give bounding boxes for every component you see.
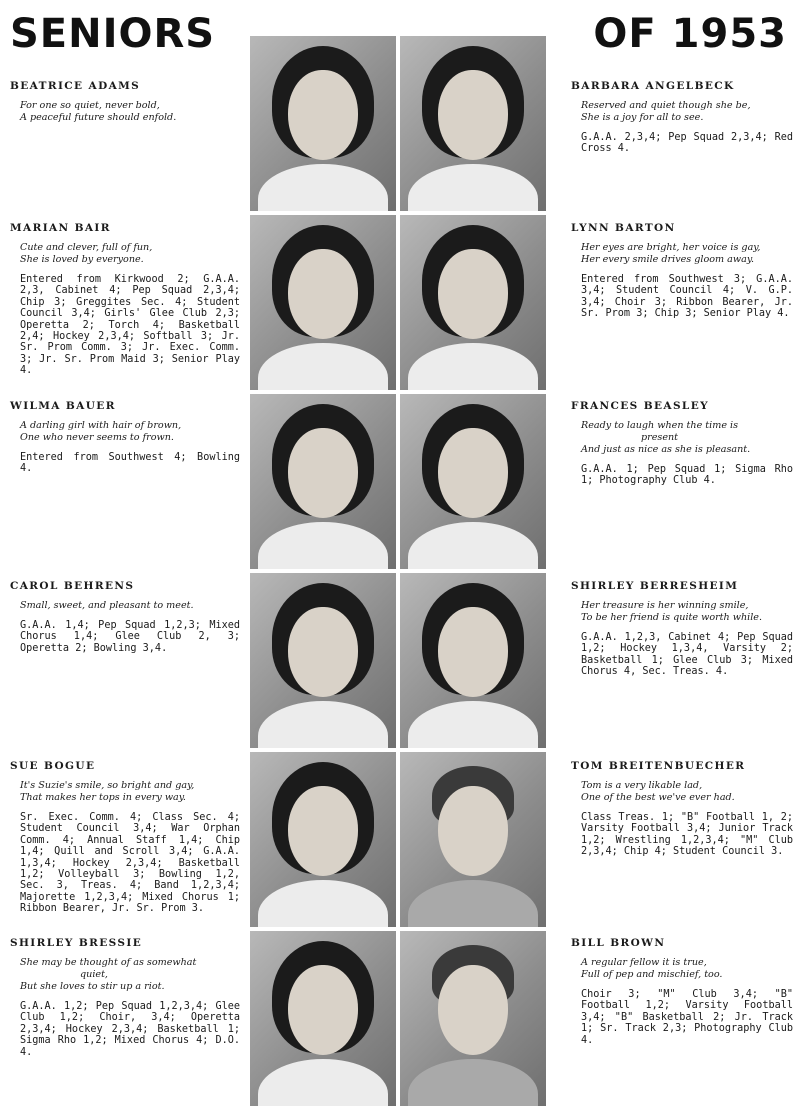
- verse-line: present: [641, 432, 679, 443]
- senior-verse: [20, 100, 240, 124]
- senior-activities: Entered from Southwest 4; Bowling 4.: [20, 452, 240, 475]
- senior-verse: [20, 600, 240, 612]
- verse-line: It's Suzie's smile, so bright and gay,: [20, 780, 195, 791]
- senior-entry: [10, 937, 240, 1058]
- senior-name: LYNN BARTON: [571, 222, 676, 234]
- verse-line: quiet,: [80, 969, 108, 980]
- verse-line: Her every smile drives gloom away.: [581, 254, 755, 265]
- verse-line: Tom is a very likable lad,: [581, 780, 703, 791]
- senior-verse: [581, 780, 793, 804]
- senior-verse: [581, 600, 793, 624]
- verse-line: A darling girl with hair of brown,: [20, 420, 182, 431]
- verse-line: Cute and clever, full of fun,: [20, 242, 153, 253]
- senior-name: TOM BREITENBUECHER: [571, 760, 746, 772]
- senior-entry: [571, 937, 793, 1046]
- senior-portrait: [400, 752, 546, 927]
- senior-verse: [20, 420, 240, 444]
- senior-activities: G.A.A. 1; Pep Squad 1; Sigma Rho 1; Photography Club 4.: [581, 464, 793, 487]
- senior-activities: G.A.A. 1,4; Pep Squad 1,2,3; Mixed Chorus 1,4; Glee Club 2, 3; Operetta 2; Bowling 3,4.: [20, 620, 240, 654]
- senior-portrait: [250, 394, 396, 569]
- senior-verse: [20, 780, 240, 804]
- senior-verse: [581, 100, 793, 124]
- senior-portrait: [400, 573, 546, 748]
- senior-activities: Choir 3; "M" Club 3,4; "B" Football 1,2; Varsity Football 3,4; "B" Basketball 2; Jr. Track 1; Sr. Track 2,3; Photography Club 4.: [581, 989, 793, 1046]
- senior-name: FRANCES BEASLEY: [571, 400, 710, 412]
- verse-line: To be her friend is quite worth while.: [581, 612, 763, 623]
- verse-line: One who never seems to frown.: [20, 432, 174, 443]
- verse-line: She may be thought of as somewhat: [20, 957, 197, 968]
- senior-entry: [10, 400, 240, 475]
- senior-activities: Entered from Kirkwood 2; G.A.A. 2,3, Cabinet 4; Pep Squad 2,3,4; Chip 3; Greggites Sec. 4; Student Council 3,4; Girls' Glee Club 2,3; Operetta 2; Torch 4; Basketball 2,4; Hockey 2,3,4; Softball 3; Jr. Sr. Prom Comm. 3; Jr. Exec. Comm. 3; Jr. Sr. Prom Maid 3; Senior Play 4.: [20, 274, 240, 377]
- senior-name: BARBARA ANGELBECK: [571, 80, 735, 92]
- senior-activities: Class Treas. 1; "B" Football 1, 2; Varsity Football 3,4; Junior Track 1,2; Wrestling 1,2,3,4; "M" Club 2,3,4; Chip 4; Student Council 3.: [581, 812, 793, 858]
- verse-line: A regular fellow it is true,: [581, 957, 707, 968]
- senior-entry: [571, 760, 793, 858]
- senior-name: MARIAN BAIR: [10, 222, 111, 234]
- senior-verse: [581, 420, 793, 456]
- senior-portrait: [250, 931, 396, 1106]
- senior-activities: G.A.A. 2,3,4; Pep Squad 2,3,4; Red Cross 4.: [581, 132, 793, 155]
- senior-name: SHIRLEY BRESSIE: [10, 937, 143, 949]
- verse-line: A peaceful future should enfold.: [20, 112, 177, 123]
- senior-activities: Entered from Southwest 3; G.A.A. 3,4; Student Council 4; V. G.P. 3,4; Choir 3; Ribbon Bearer, Jr. Sr. Prom 3; Chip 3; Senior Play 4.: [581, 274, 793, 320]
- verse-line: Her eyes are bright, her voice is gay,: [581, 242, 761, 253]
- senior-entry: [10, 760, 240, 915]
- senior-activities: G.A.A. 1,2; Pep Squad 1,2,3,4; Glee Club 1,2; Choir, 3,4; Operetta 2,3,4; Hockey 2,3,4; Basketball 1; Sigma Rho 1,2; Mixed Chorus 4; D.O. 4.: [20, 1001, 240, 1058]
- senior-activities: Sr. Exec. Comm. 4; Class Sec. 4; Student Council 3,4; War Orphan Comm. 4; Annual Staff 1,4; Chip 1,4; Quill and Scroll 3,4; G.A.A. 1,3,4; Hockey 2,3,4; Basketball 1,2; Volleyball 3; Bowling 1,2, Sec. 3, Treas. 4; Band 1,2,3,4; Majorette 1,2,3,4; Mixed Chorus 1; Ribbon Bearer, Jr. Sr. Prom 3.: [20, 812, 240, 915]
- senior-name: WILMA BAUER: [10, 400, 116, 412]
- verse-line: One of the best we've ever had.: [581, 792, 735, 803]
- senior-portrait: [400, 394, 546, 569]
- senior-portrait: [250, 215, 396, 390]
- verse-line: And just as nice as she is pleasant.: [581, 444, 751, 455]
- senior-name: CAROL BEHRENS: [10, 580, 135, 592]
- verse-line: But she loves to stir up a riot.: [20, 981, 165, 992]
- page-title-right: OF 1953: [593, 11, 787, 57]
- senior-verse: [581, 957, 793, 981]
- verse-line: Full of pep and mischief, too.: [581, 969, 723, 980]
- page-title-left: SENIORS: [10, 11, 216, 57]
- senior-entry: [10, 80, 240, 132]
- senior-portrait: [250, 573, 396, 748]
- verse-line: She is loved by everyone.: [20, 254, 144, 265]
- senior-entry: [571, 222, 793, 320]
- senior-name: SUE BOGUE: [10, 760, 96, 772]
- verse-line: Small, sweet, and pleasant to meet.: [20, 600, 194, 611]
- senior-entry: [571, 580, 793, 678]
- senior-verse: [20, 242, 240, 266]
- verse-line: For one so quiet, never bold,: [20, 100, 160, 111]
- senior-name: BILL BROWN: [571, 937, 666, 949]
- senior-portrait: [400, 36, 546, 211]
- senior-entry: [10, 580, 240, 654]
- senior-entry: [10, 222, 240, 377]
- senior-entry: [571, 80, 793, 155]
- senior-portrait: [400, 215, 546, 390]
- senior-entry: [571, 400, 793, 487]
- senior-verse: [20, 957, 240, 993]
- verse-line: That makes her tops in every way.: [20, 792, 186, 803]
- senior-name: BEATRICE ADAMS: [10, 80, 141, 92]
- verse-line: Reserved and quiet though she be,: [581, 100, 751, 111]
- verse-line: She is a joy for all to see.: [581, 112, 704, 123]
- verse-line: Her treasure is her winning smile,: [581, 600, 749, 611]
- senior-portrait: [250, 36, 396, 211]
- portrait-grid: [250, 36, 548, 1114]
- senior-verse: [581, 242, 793, 266]
- senior-portrait: [400, 931, 546, 1106]
- senior-activities: G.A.A. 1,2,3, Cabinet 4; Pep Squad 1,2; Hockey 1,3,4, Varsity 2; Basketball 1; Glee Club 3; Mixed Chorus 4, Sec. Treas. 4.: [581, 632, 793, 678]
- senior-portrait: [250, 752, 396, 927]
- verse-line: Ready to laugh when the time is: [581, 420, 739, 431]
- senior-name: SHIRLEY BERRESHEIM: [571, 580, 739, 592]
